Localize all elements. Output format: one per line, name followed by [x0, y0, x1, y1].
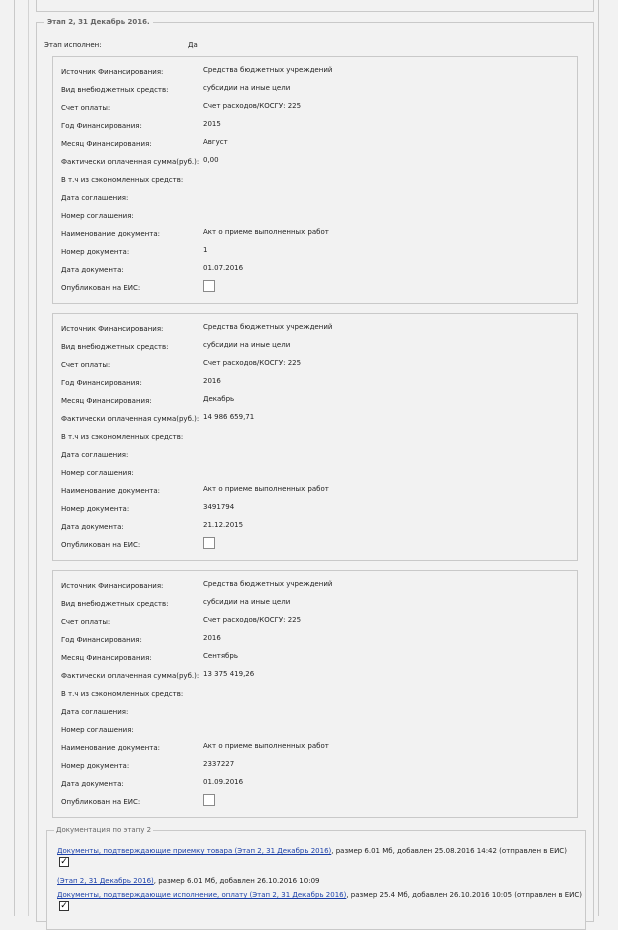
field-label: Фактически оплаченная сумма(руб.): [61, 415, 200, 423]
field-label: Номер соглашения: [61, 212, 134, 220]
field-label: Источник Финансирования: [61, 582, 164, 590]
payment-block [52, 570, 578, 818]
field-label: Номер документа: [61, 505, 130, 513]
field-label: Дата документа: [61, 523, 124, 531]
field-label: Опубликован на ЕИС: [61, 284, 141, 292]
field-label: Вид внебюджетных средств: [61, 343, 169, 351]
field-label: Год Финансирования: [61, 636, 142, 644]
published-checkbox[interactable] [203, 794, 215, 806]
field-label: Источник Финансирования: [61, 325, 164, 333]
stage-legend: Этап 2, 31 Декабрь 2016. [44, 18, 153, 26]
doc-item [57, 891, 582, 899]
field-label: Опубликован на ЕИС: [61, 798, 141, 806]
docs-legend: Документация по этапу 2 [56, 826, 152, 834]
field-label: Месяц Финансирования: [61, 140, 152, 148]
field-label: Номер соглашения: [61, 469, 134, 477]
doc-name-value: Акт о приеме выполненных работ [203, 485, 329, 493]
field-label: Дата документа: [61, 780, 124, 788]
field-label: Номер соглашения: [61, 726, 134, 734]
kind-value: субсидии на иные цели [203, 598, 291, 606]
payment-block [52, 313, 578, 561]
field-label: Наименование документа: [61, 230, 161, 238]
account-value: Счет расходов/КОСГУ: 225 [203, 616, 302, 624]
paid-value: 13 375 419,26 [203, 670, 255, 678]
paid-value: 0,00 [203, 156, 219, 164]
field-label: Опубликован на ЕИС: [61, 541, 141, 549]
doc-sent-checkbox[interactable]: ✓ [60, 901, 68, 911]
account-value: Счет расходов/КОСГУ: 225 [203, 102, 302, 110]
month-value: Сентябрь [203, 652, 238, 660]
field-label: Вид внебюджетных средств: [61, 600, 169, 608]
published-checkbox[interactable] [203, 537, 215, 549]
field-label: Номер документа: [61, 762, 130, 770]
field-label: Источник Финансирования: [61, 68, 164, 76]
field-label: Год Финансирования: [61, 379, 142, 387]
field-label: Месяц Финансирования: [61, 397, 152, 405]
outer-frame-left [14, 0, 15, 916]
doc-meta: , размер 25.4 Мб, добавлен 26.10.2016 10:05 (отправлен в ЕИС) [346, 891, 582, 899]
doc-link[interactable]: (Этап 2, 31 Декабрь 2016) [57, 877, 154, 885]
account-value: Счет расходов/КОСГУ: 225 [203, 359, 302, 367]
field-label: Наименование документа: [61, 744, 161, 752]
doc-meta: , размер 6.01 Мб, добавлен 26.10.2016 10:09 [153, 877, 320, 885]
field-label: Фактически оплаченная сумма(руб.): [61, 158, 200, 166]
doc-number-value: 1 [203, 246, 208, 254]
field-label: Месяц Финансирования: [61, 654, 152, 662]
doc-item [57, 877, 319, 885]
field-label: Дата соглашения: [61, 194, 129, 202]
field-label: Счет оплаты: [61, 361, 111, 369]
field-label: Фактически оплаченная сумма(руб.): [61, 672, 200, 680]
doc-number-value: 2337227 [203, 760, 235, 768]
field-label: Вид внебюджетных средств: [61, 86, 169, 94]
inner-frame-left [28, 0, 29, 916]
source-value: Средства бюджетных учреждений [203, 580, 333, 588]
doc-link[interactable]: Документы, подтверждающие исполнение, оплату (Этап 2, 31 Декабрь 2016) [57, 891, 347, 899]
field-label: В т.ч из сэкономленных средств: [61, 433, 184, 441]
source-value: Средства бюджетных учреждений [203, 323, 333, 331]
outer-frame-right [598, 0, 599, 916]
doc-date-value: 01.07.2016 [203, 264, 244, 272]
published-checkbox[interactable] [203, 280, 215, 292]
field-label: Дата соглашения: [61, 451, 129, 459]
year-value: 2015 [203, 120, 221, 128]
doc-name-value: Акт о приеме выполненных работ [203, 228, 329, 236]
stage-done-label: Этап исполнен: [44, 41, 102, 49]
doc-item [57, 847, 567, 855]
kind-value: субсидии на иные цели [203, 84, 291, 92]
doc-name-value: Акт о приеме выполненных работ [203, 742, 329, 750]
year-value: 2016 [203, 634, 221, 642]
month-value: Декабрь [203, 395, 235, 403]
field-label: Наименование документа: [61, 487, 161, 495]
doc-date-value: 21.12.2015 [203, 521, 244, 529]
field-label: Дата документа: [61, 266, 124, 274]
kind-value: субсидии на иные цели [203, 341, 291, 349]
doc-link[interactable]: Документы, подтверждающие приемку товара (Этап 2, 31 Декабрь 2016) [57, 847, 332, 855]
month-value: Август [203, 138, 228, 146]
paid-value: 14 986 659,71 [203, 413, 255, 421]
field-label: Счет оплаты: [61, 618, 111, 626]
doc-meta: , размер 6.01 Мб, добавлен 25.08.2016 14:42 (отправлен в ЕИС) [331, 847, 567, 855]
field-label: В т.ч из сэкономленных средств: [61, 176, 184, 184]
field-label: Счет оплаты: [61, 104, 111, 112]
year-value: 2016 [203, 377, 221, 385]
previous-stage-bottom [36, 0, 594, 12]
field-label: Номер документа: [61, 248, 130, 256]
field-label: В т.ч из сэкономленных средств: [61, 690, 184, 698]
doc-date-value: 01.09.2016 [203, 778, 244, 786]
field-label: Год Финансирования: [61, 122, 142, 130]
doc-number-value: 3491794 [203, 503, 235, 511]
stage-done-value: Да [188, 41, 198, 49]
doc-sent-checkbox[interactable]: ✓ [60, 857, 68, 867]
payment-block [52, 56, 578, 304]
field-label: Дата соглашения: [61, 708, 129, 716]
source-value: Средства бюджетных учреждений [203, 66, 333, 74]
